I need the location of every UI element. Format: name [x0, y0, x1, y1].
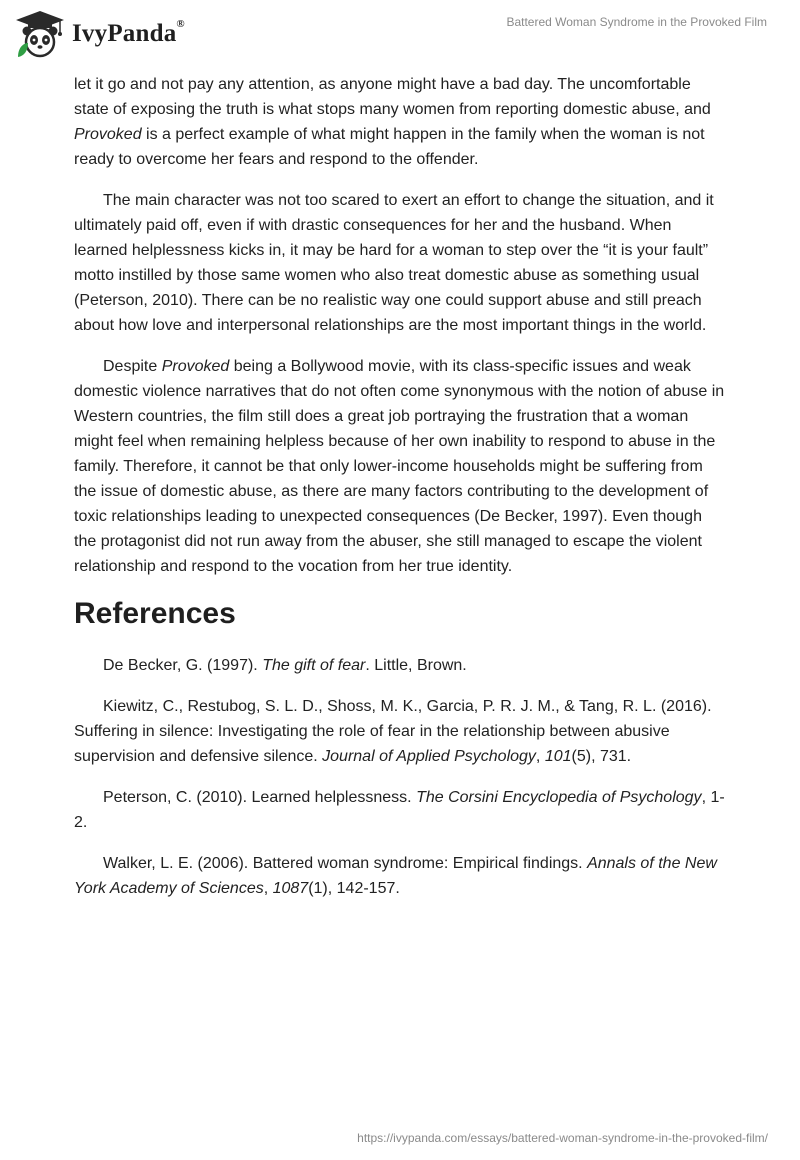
reference-item: Peterson, C. (2010). Learned helplessness. The Corsini Encyclopedia of Psychology, 1-2. — [74, 789, 725, 831]
brand-logo[interactable] — [14, 8, 185, 60]
reference-item: De Becker, G. (1997). The gift of fear. Little, Brown. — [103, 657, 467, 674]
paragraph-2: The main character was not too scared to exert an effort to change the situation, and it ultimately paid off, even if with drastic consequences for her and the husband. When learned helplessness kicks in, it may be hard for a woman to step over the “it is your fault” motto instilled by those same women who also treat domestic abuse as something usual (Peterson, 2010). There can be no realistic way one could support abuse and still preach about how love and interpersonal relationships are the most important things in the world. — [74, 192, 714, 334]
source-url-link[interactable]: https://ivypanda.com/essays/battered-woman-syndrome-in-the-provoked-film/ — [357, 1131, 768, 1145]
page-header — [0, 0, 800, 70]
essay-body — [74, 72, 726, 917]
reference-item: Kiewitz, C., Restubog, S. L. D., Shoss, M. K., Garcia, P. R. J. M., & Tang, R. L. (2016). Suffering in silence: Investigating the role of fear in the relationship between abusive supervision and defensive silence. Journal of Applied Psychology, 101(5), 731. — [74, 698, 712, 765]
panda-logo-icon — [14, 9, 66, 59]
reference-item: Walker, L. E. (2006). Battered woman syndrome: Empirical findings. Annals of the New York Academy of Sciences, 1087(1), 142-157. — [74, 855, 717, 897]
paragraph-3: Despite Provoked being a Bollywood movie, with its class-specific issues and weak domestic violence narratives that do not often come synonymous with the notion of abuse in Western countries, the film still does a great job portraying the frustration that a woman might feel when remaining helpless because of her own inability to respond to abuse in the family. Therefore, it cannot be that only lower-income households might be suffering from the issue of domestic abuse, as there are many factors contributing to the development of toxic relationships leading to unexpected consequences (De Becker, 1997). Even though the protagonist did not run away from the abuser, she still managed to escape the violent relationship and respond to the vocation from her true identity. — [74, 358, 725, 575]
paragraph-1: let it go and not pay any attention, as anyone might have a bad day. The uncomfortable state of exposing the truth is what stops many women from reporting domestic abuse, and Provoked is a perfect example of what might happen in the family when the woman is not ready to overcome her fears and respond to the offender. — [74, 76, 711, 168]
references-heading: References — [74, 597, 236, 630]
brand-name: IvyPanda® — [72, 18, 185, 47]
document-title: Battered Woman Syndrome in the Provoked Film — [506, 15, 767, 29]
